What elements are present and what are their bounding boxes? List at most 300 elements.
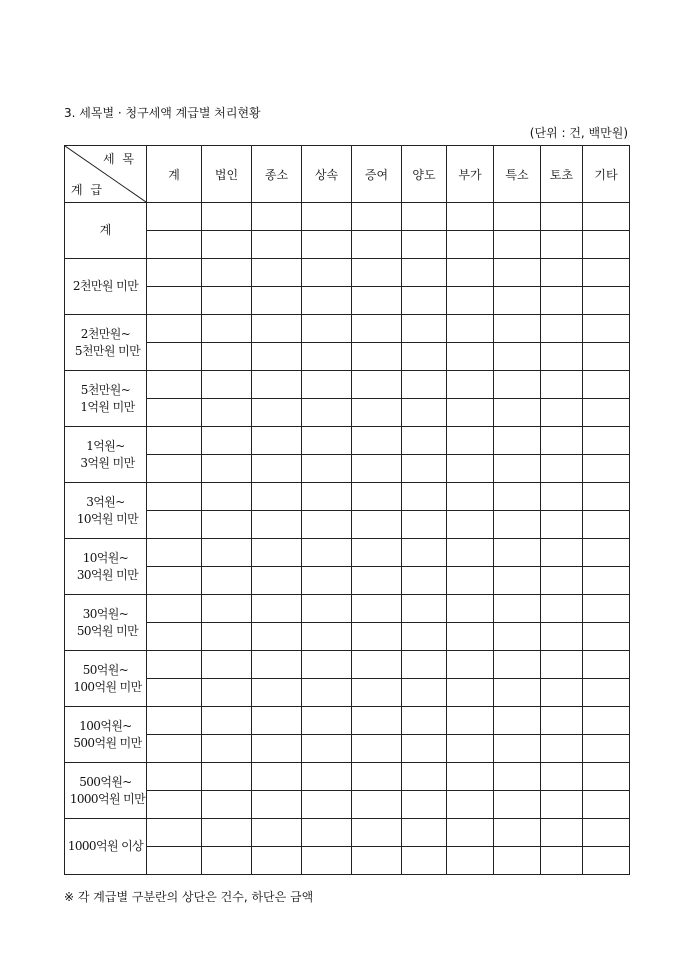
data-cell[interactable] bbox=[583, 679, 630, 707]
data-cell[interactable] bbox=[494, 259, 541, 287]
data-cell[interactable] bbox=[302, 791, 352, 819]
data-cell[interactable] bbox=[402, 455, 447, 483]
row-label-line2: 500억원 미만 bbox=[73, 735, 142, 750]
data-cell[interactable] bbox=[583, 259, 630, 287]
data-cell[interactable] bbox=[352, 595, 402, 623]
row-label-line2: 1억원 미만 bbox=[80, 399, 135, 414]
row-label bbox=[65, 203, 147, 259]
row-label bbox=[65, 651, 147, 707]
data-cell[interactable] bbox=[202, 679, 252, 707]
data-cell[interactable] bbox=[402, 343, 447, 371]
row-label-line1: 500억원~ bbox=[79, 774, 132, 789]
col-header: 기타 bbox=[583, 146, 630, 203]
data-cell[interactable] bbox=[402, 399, 447, 427]
data-cell[interactable] bbox=[447, 399, 494, 427]
row-label bbox=[65, 595, 147, 651]
data-cell[interactable] bbox=[447, 763, 494, 791]
data-cell[interactable] bbox=[147, 707, 202, 735]
data-cell[interactable] bbox=[202, 371, 252, 399]
data-cell[interactable] bbox=[252, 343, 302, 371]
data-cell[interactable] bbox=[252, 595, 302, 623]
table-row-amount bbox=[65, 287, 630, 315]
data-cell[interactable] bbox=[494, 819, 541, 847]
data-cell[interactable] bbox=[494, 791, 541, 819]
data-cell[interactable] bbox=[202, 819, 252, 847]
data-cell[interactable] bbox=[402, 679, 447, 707]
data-cell[interactable] bbox=[402, 315, 447, 343]
status-table bbox=[64, 145, 630, 875]
data-cell[interactable] bbox=[302, 595, 352, 623]
data-cell[interactable] bbox=[583, 707, 630, 735]
data-cell[interactable] bbox=[302, 679, 352, 707]
corner-tax-item: 세 목 bbox=[103, 152, 136, 166]
data-cell[interactable] bbox=[147, 847, 202, 875]
data-cell[interactable] bbox=[252, 399, 302, 427]
data-cell[interactable] bbox=[402, 763, 447, 791]
col-header: 법인 bbox=[202, 146, 252, 203]
data-cell[interactable] bbox=[202, 427, 252, 455]
data-cell[interactable] bbox=[402, 847, 447, 875]
data-cell[interactable] bbox=[402, 819, 447, 847]
data-cell[interactable] bbox=[541, 231, 583, 259]
data-cell[interactable] bbox=[447, 791, 494, 819]
row-label-line1: 100억원~ bbox=[79, 718, 132, 733]
data-cell[interactable] bbox=[583, 567, 630, 595]
data-cell[interactable] bbox=[494, 455, 541, 483]
row-label bbox=[65, 371, 147, 427]
data-cell[interactable] bbox=[447, 231, 494, 259]
row-label-line2: 50억원 미만 bbox=[76, 623, 139, 638]
data-cell[interactable] bbox=[541, 623, 583, 651]
data-cell[interactable] bbox=[252, 847, 302, 875]
data-cell[interactable] bbox=[447, 707, 494, 735]
data-cell[interactable] bbox=[352, 539, 402, 567]
data-cell[interactable] bbox=[352, 231, 402, 259]
data-cell[interactable] bbox=[541, 259, 583, 287]
data-cell[interactable] bbox=[147, 651, 202, 679]
data-cell[interactable] bbox=[302, 315, 352, 343]
data-cell[interactable] bbox=[147, 791, 202, 819]
data-cell[interactable] bbox=[147, 763, 202, 791]
data-cell[interactable] bbox=[202, 287, 252, 315]
table-row-count bbox=[65, 259, 630, 287]
data-cell[interactable] bbox=[494, 595, 541, 623]
data-cell[interactable] bbox=[147, 483, 202, 511]
data-cell[interactable] bbox=[202, 623, 252, 651]
data-cell[interactable] bbox=[541, 399, 583, 427]
data-cell[interactable] bbox=[202, 259, 252, 287]
data-cell[interactable] bbox=[402, 707, 447, 735]
data-cell[interactable] bbox=[541, 679, 583, 707]
data-cell[interactable] bbox=[402, 483, 447, 511]
data-cell[interactable] bbox=[202, 735, 252, 763]
data-cell[interactable] bbox=[302, 819, 352, 847]
data-cell[interactable] bbox=[252, 791, 302, 819]
data-cell[interactable] bbox=[583, 539, 630, 567]
data-cell[interactable] bbox=[302, 231, 352, 259]
data-cell[interactable] bbox=[352, 315, 402, 343]
data-cell[interactable] bbox=[541, 315, 583, 343]
data-cell[interactable] bbox=[541, 539, 583, 567]
data-cell[interactable] bbox=[402, 427, 447, 455]
data-cell[interactable] bbox=[302, 399, 352, 427]
data-cell[interactable] bbox=[147, 399, 202, 427]
data-cell[interactable] bbox=[252, 623, 302, 651]
data-cell[interactable] bbox=[252, 651, 302, 679]
data-cell[interactable] bbox=[447, 259, 494, 287]
data-cell[interactable] bbox=[447, 315, 494, 343]
data-cell[interactable] bbox=[447, 371, 494, 399]
data-cell[interactable] bbox=[302, 707, 352, 735]
data-cell[interactable] bbox=[494, 847, 541, 875]
data-cell[interactable] bbox=[202, 455, 252, 483]
row-label-line2: 10억원 미만 bbox=[76, 511, 139, 526]
data-cell[interactable] bbox=[352, 343, 402, 371]
data-cell[interactable] bbox=[202, 203, 252, 231]
data-cell[interactable] bbox=[147, 343, 202, 371]
table-row-count bbox=[65, 763, 630, 791]
row-label-line2: 5천만원 미만 bbox=[74, 343, 141, 358]
data-cell[interactable] bbox=[252, 679, 302, 707]
table-row-count bbox=[65, 371, 630, 399]
data-cell[interactable] bbox=[202, 315, 252, 343]
data-cell[interactable] bbox=[583, 427, 630, 455]
data-cell[interactable] bbox=[352, 203, 402, 231]
row-label-line1: 1억원~ bbox=[86, 438, 125, 453]
data-cell[interactable] bbox=[202, 511, 252, 539]
data-cell[interactable] bbox=[494, 735, 541, 763]
row-label bbox=[65, 427, 147, 483]
data-cell[interactable] bbox=[352, 511, 402, 539]
unit-label: (단위 : 건, 백만원) bbox=[529, 126, 628, 140]
table-row-amount bbox=[65, 567, 630, 595]
table-row-count bbox=[65, 707, 630, 735]
data-cell[interactable] bbox=[402, 791, 447, 819]
data-cell[interactable] bbox=[541, 371, 583, 399]
data-cell[interactable] bbox=[302, 343, 352, 371]
data-cell[interactable] bbox=[494, 287, 541, 315]
data-cell[interactable] bbox=[447, 819, 494, 847]
data-cell[interactable] bbox=[583, 315, 630, 343]
data-cell[interactable] bbox=[583, 399, 630, 427]
data-cell[interactable] bbox=[541, 847, 583, 875]
data-cell[interactable] bbox=[352, 847, 402, 875]
col-header: 상속 bbox=[302, 146, 352, 203]
data-cell[interactable] bbox=[202, 399, 252, 427]
row-label bbox=[65, 539, 147, 595]
header-row bbox=[65, 146, 630, 203]
data-cell[interactable] bbox=[447, 455, 494, 483]
row-label bbox=[65, 819, 147, 875]
data-cell[interactable] bbox=[494, 343, 541, 371]
data-cell[interactable] bbox=[541, 511, 583, 539]
data-cell[interactable] bbox=[541, 791, 583, 819]
data-cell[interactable] bbox=[302, 763, 352, 791]
table-row-amount bbox=[65, 455, 630, 483]
data-cell[interactable] bbox=[352, 371, 402, 399]
data-cell[interactable] bbox=[494, 567, 541, 595]
col-header: 토초 bbox=[541, 146, 583, 203]
data-cell[interactable] bbox=[583, 651, 630, 679]
data-cell[interactable] bbox=[541, 455, 583, 483]
table-row-amount bbox=[65, 847, 630, 875]
data-cell[interactable] bbox=[402, 511, 447, 539]
data-cell[interactable] bbox=[402, 231, 447, 259]
data-cell[interactable] bbox=[494, 427, 541, 455]
data-cell[interactable] bbox=[494, 399, 541, 427]
row-label-line1: 1000억원 이상 bbox=[67, 839, 144, 853]
data-cell[interactable] bbox=[302, 735, 352, 763]
data-cell[interactable] bbox=[352, 819, 402, 847]
footnote: ※ 각 계급별 구분란의 상단은 건수, 하단은 금액 bbox=[64, 890, 314, 904]
data-cell[interactable] bbox=[352, 735, 402, 763]
data-cell[interactable] bbox=[583, 371, 630, 399]
data-cell[interactable] bbox=[494, 203, 541, 231]
data-cell[interactable] bbox=[352, 791, 402, 819]
table-row-amount bbox=[65, 343, 630, 371]
data-cell[interactable] bbox=[147, 511, 202, 539]
data-cell[interactable] bbox=[447, 847, 494, 875]
data-cell[interactable] bbox=[583, 595, 630, 623]
data-cell[interactable] bbox=[494, 707, 541, 735]
data-cell[interactable] bbox=[583, 763, 630, 791]
data-cell[interactable] bbox=[583, 847, 630, 875]
data-cell[interactable] bbox=[583, 819, 630, 847]
data-cell[interactable] bbox=[447, 203, 494, 231]
table-row-count bbox=[65, 203, 630, 231]
data-cell[interactable] bbox=[352, 455, 402, 483]
data-cell[interactable] bbox=[252, 427, 302, 455]
data-cell[interactable] bbox=[147, 623, 202, 651]
data-cell[interactable] bbox=[147, 567, 202, 595]
data-cell[interactable] bbox=[541, 427, 583, 455]
data-cell[interactable] bbox=[352, 623, 402, 651]
data-cell[interactable] bbox=[494, 315, 541, 343]
data-cell[interactable] bbox=[494, 231, 541, 259]
table-row-count bbox=[65, 539, 630, 567]
col-header: 계 bbox=[147, 146, 202, 203]
data-cell[interactable] bbox=[252, 763, 302, 791]
data-cell[interactable] bbox=[402, 567, 447, 595]
data-cell[interactable] bbox=[352, 399, 402, 427]
data-cell[interactable] bbox=[402, 735, 447, 763]
row-label bbox=[65, 315, 147, 371]
row-label-line2: 30억원 미만 bbox=[76, 567, 139, 582]
data-cell[interactable] bbox=[147, 595, 202, 623]
row-label-line2: 1000억원 미만 bbox=[69, 791, 146, 806]
data-cell[interactable] bbox=[202, 791, 252, 819]
data-cell[interactable] bbox=[147, 819, 202, 847]
row-label-line1: 계 bbox=[99, 223, 112, 237]
data-cell[interactable] bbox=[447, 651, 494, 679]
data-cell[interactable] bbox=[583, 343, 630, 371]
table-row-count bbox=[65, 651, 630, 679]
data-cell[interactable] bbox=[202, 707, 252, 735]
corner-class: 계 급 bbox=[71, 183, 104, 197]
data-cell[interactable] bbox=[494, 623, 541, 651]
data-cell[interactable] bbox=[583, 511, 630, 539]
data-cell[interactable] bbox=[494, 371, 541, 399]
data-cell[interactable] bbox=[447, 679, 494, 707]
data-cell[interactable] bbox=[252, 819, 302, 847]
data-cell[interactable] bbox=[147, 259, 202, 287]
table-row-amount bbox=[65, 623, 630, 651]
data-cell[interactable] bbox=[202, 343, 252, 371]
data-cell[interactable] bbox=[352, 483, 402, 511]
data-cell[interactable] bbox=[583, 623, 630, 651]
data-cell[interactable] bbox=[447, 287, 494, 315]
table-row-count bbox=[65, 819, 630, 847]
data-cell[interactable] bbox=[494, 483, 541, 511]
data-cell[interactable] bbox=[447, 343, 494, 371]
data-cell[interactable] bbox=[202, 539, 252, 567]
row-label bbox=[65, 707, 147, 763]
data-cell[interactable] bbox=[252, 539, 302, 567]
data-cell[interactable] bbox=[447, 735, 494, 763]
data-cell[interactable] bbox=[202, 595, 252, 623]
data-cell[interactable] bbox=[147, 679, 202, 707]
table-row-count bbox=[65, 595, 630, 623]
data-cell[interactable] bbox=[147, 203, 202, 231]
data-cell[interactable] bbox=[583, 455, 630, 483]
data-cell[interactable] bbox=[352, 567, 402, 595]
data-cell[interactable] bbox=[352, 763, 402, 791]
data-cell[interactable] bbox=[202, 763, 252, 791]
table-row-count bbox=[65, 315, 630, 343]
data-cell[interactable] bbox=[541, 483, 583, 511]
row-label-line1: 10억원~ bbox=[82, 550, 129, 565]
table-row-amount bbox=[65, 735, 630, 763]
data-cell[interactable] bbox=[252, 483, 302, 511]
data-cell[interactable] bbox=[147, 231, 202, 259]
data-cell[interactable] bbox=[252, 371, 302, 399]
data-cell[interactable] bbox=[302, 847, 352, 875]
data-cell[interactable] bbox=[541, 651, 583, 679]
data-cell[interactable] bbox=[541, 763, 583, 791]
data-cell[interactable] bbox=[541, 735, 583, 763]
data-cell[interactable] bbox=[302, 203, 352, 231]
data-cell[interactable] bbox=[302, 259, 352, 287]
data-cell[interactable] bbox=[583, 287, 630, 315]
data-cell[interactable] bbox=[402, 623, 447, 651]
data-cell[interactable] bbox=[494, 539, 541, 567]
data-cell[interactable] bbox=[147, 315, 202, 343]
row-label bbox=[65, 259, 147, 315]
table-row-amount bbox=[65, 231, 630, 259]
data-cell[interactable] bbox=[447, 511, 494, 539]
data-cell[interactable] bbox=[402, 539, 447, 567]
data-cell[interactable] bbox=[402, 287, 447, 315]
data-cell[interactable] bbox=[147, 427, 202, 455]
data-cell[interactable] bbox=[302, 483, 352, 511]
data-cell[interactable] bbox=[583, 231, 630, 259]
data-cell[interactable] bbox=[447, 595, 494, 623]
data-cell[interactable] bbox=[302, 511, 352, 539]
col-header: 특소 bbox=[494, 146, 541, 203]
data-cell[interactable] bbox=[494, 679, 541, 707]
data-cell[interactable] bbox=[147, 455, 202, 483]
data-cell[interactable] bbox=[494, 651, 541, 679]
data-cell[interactable] bbox=[252, 455, 302, 483]
data-cell[interactable] bbox=[147, 371, 202, 399]
data-cell[interactable] bbox=[583, 203, 630, 231]
data-cell[interactable] bbox=[202, 651, 252, 679]
data-cell[interactable] bbox=[302, 539, 352, 567]
data-cell[interactable] bbox=[302, 427, 352, 455]
data-cell[interactable] bbox=[402, 651, 447, 679]
data-cell[interactable] bbox=[352, 707, 402, 735]
data-cell[interactable] bbox=[302, 371, 352, 399]
data-cell[interactable] bbox=[252, 259, 302, 287]
data-cell[interactable] bbox=[402, 203, 447, 231]
data-cell[interactable] bbox=[447, 483, 494, 511]
data-cell[interactable] bbox=[402, 259, 447, 287]
data-cell[interactable] bbox=[147, 287, 202, 315]
data-cell[interactable] bbox=[252, 707, 302, 735]
data-cell[interactable] bbox=[302, 623, 352, 651]
data-cell[interactable] bbox=[541, 707, 583, 735]
data-cell[interactable] bbox=[352, 679, 402, 707]
data-cell[interactable] bbox=[447, 623, 494, 651]
data-cell[interactable] bbox=[302, 287, 352, 315]
data-cell[interactable] bbox=[252, 511, 302, 539]
data-cell[interactable] bbox=[252, 567, 302, 595]
data-cell[interactable] bbox=[541, 203, 583, 231]
data-cell[interactable] bbox=[494, 763, 541, 791]
data-cell[interactable] bbox=[352, 259, 402, 287]
data-cell[interactable] bbox=[147, 735, 202, 763]
data-cell[interactable] bbox=[494, 511, 541, 539]
data-cell[interactable] bbox=[352, 287, 402, 315]
data-cell[interactable] bbox=[352, 427, 402, 455]
data-cell[interactable] bbox=[302, 455, 352, 483]
data-cell[interactable] bbox=[302, 651, 352, 679]
row-label bbox=[65, 483, 147, 539]
row-label-line1: 3억원~ bbox=[86, 494, 125, 509]
data-cell[interactable] bbox=[202, 231, 252, 259]
data-cell[interactable] bbox=[252, 315, 302, 343]
row-label-line1: 50억원~ bbox=[82, 662, 129, 677]
col-header: 부가 bbox=[447, 146, 494, 203]
row-label bbox=[65, 763, 147, 819]
data-cell[interactable] bbox=[252, 231, 302, 259]
data-cell[interactable] bbox=[202, 567, 252, 595]
data-cell[interactable] bbox=[541, 819, 583, 847]
data-cell[interactable] bbox=[447, 567, 494, 595]
data-cell[interactable] bbox=[541, 343, 583, 371]
data-cell[interactable] bbox=[447, 427, 494, 455]
data-cell[interactable] bbox=[252, 287, 302, 315]
data-cell[interactable] bbox=[447, 539, 494, 567]
data-cell[interactable] bbox=[402, 371, 447, 399]
data-cell[interactable] bbox=[147, 539, 202, 567]
data-cell[interactable] bbox=[202, 483, 252, 511]
data-cell[interactable] bbox=[541, 287, 583, 315]
data-cell[interactable] bbox=[352, 651, 402, 679]
data-cell[interactable] bbox=[541, 595, 583, 623]
row-label-line2: 100억원 미만 bbox=[73, 679, 142, 694]
data-cell[interactable] bbox=[583, 791, 630, 819]
data-cell[interactable] bbox=[402, 595, 447, 623]
data-cell[interactable] bbox=[583, 735, 630, 763]
data-cell[interactable] bbox=[252, 735, 302, 763]
data-cell[interactable] bbox=[202, 847, 252, 875]
data-cell[interactable] bbox=[583, 483, 630, 511]
data-cell[interactable] bbox=[252, 203, 302, 231]
data-cell[interactable] bbox=[302, 567, 352, 595]
data-cell[interactable] bbox=[541, 567, 583, 595]
col-header: 양도 bbox=[402, 146, 447, 203]
